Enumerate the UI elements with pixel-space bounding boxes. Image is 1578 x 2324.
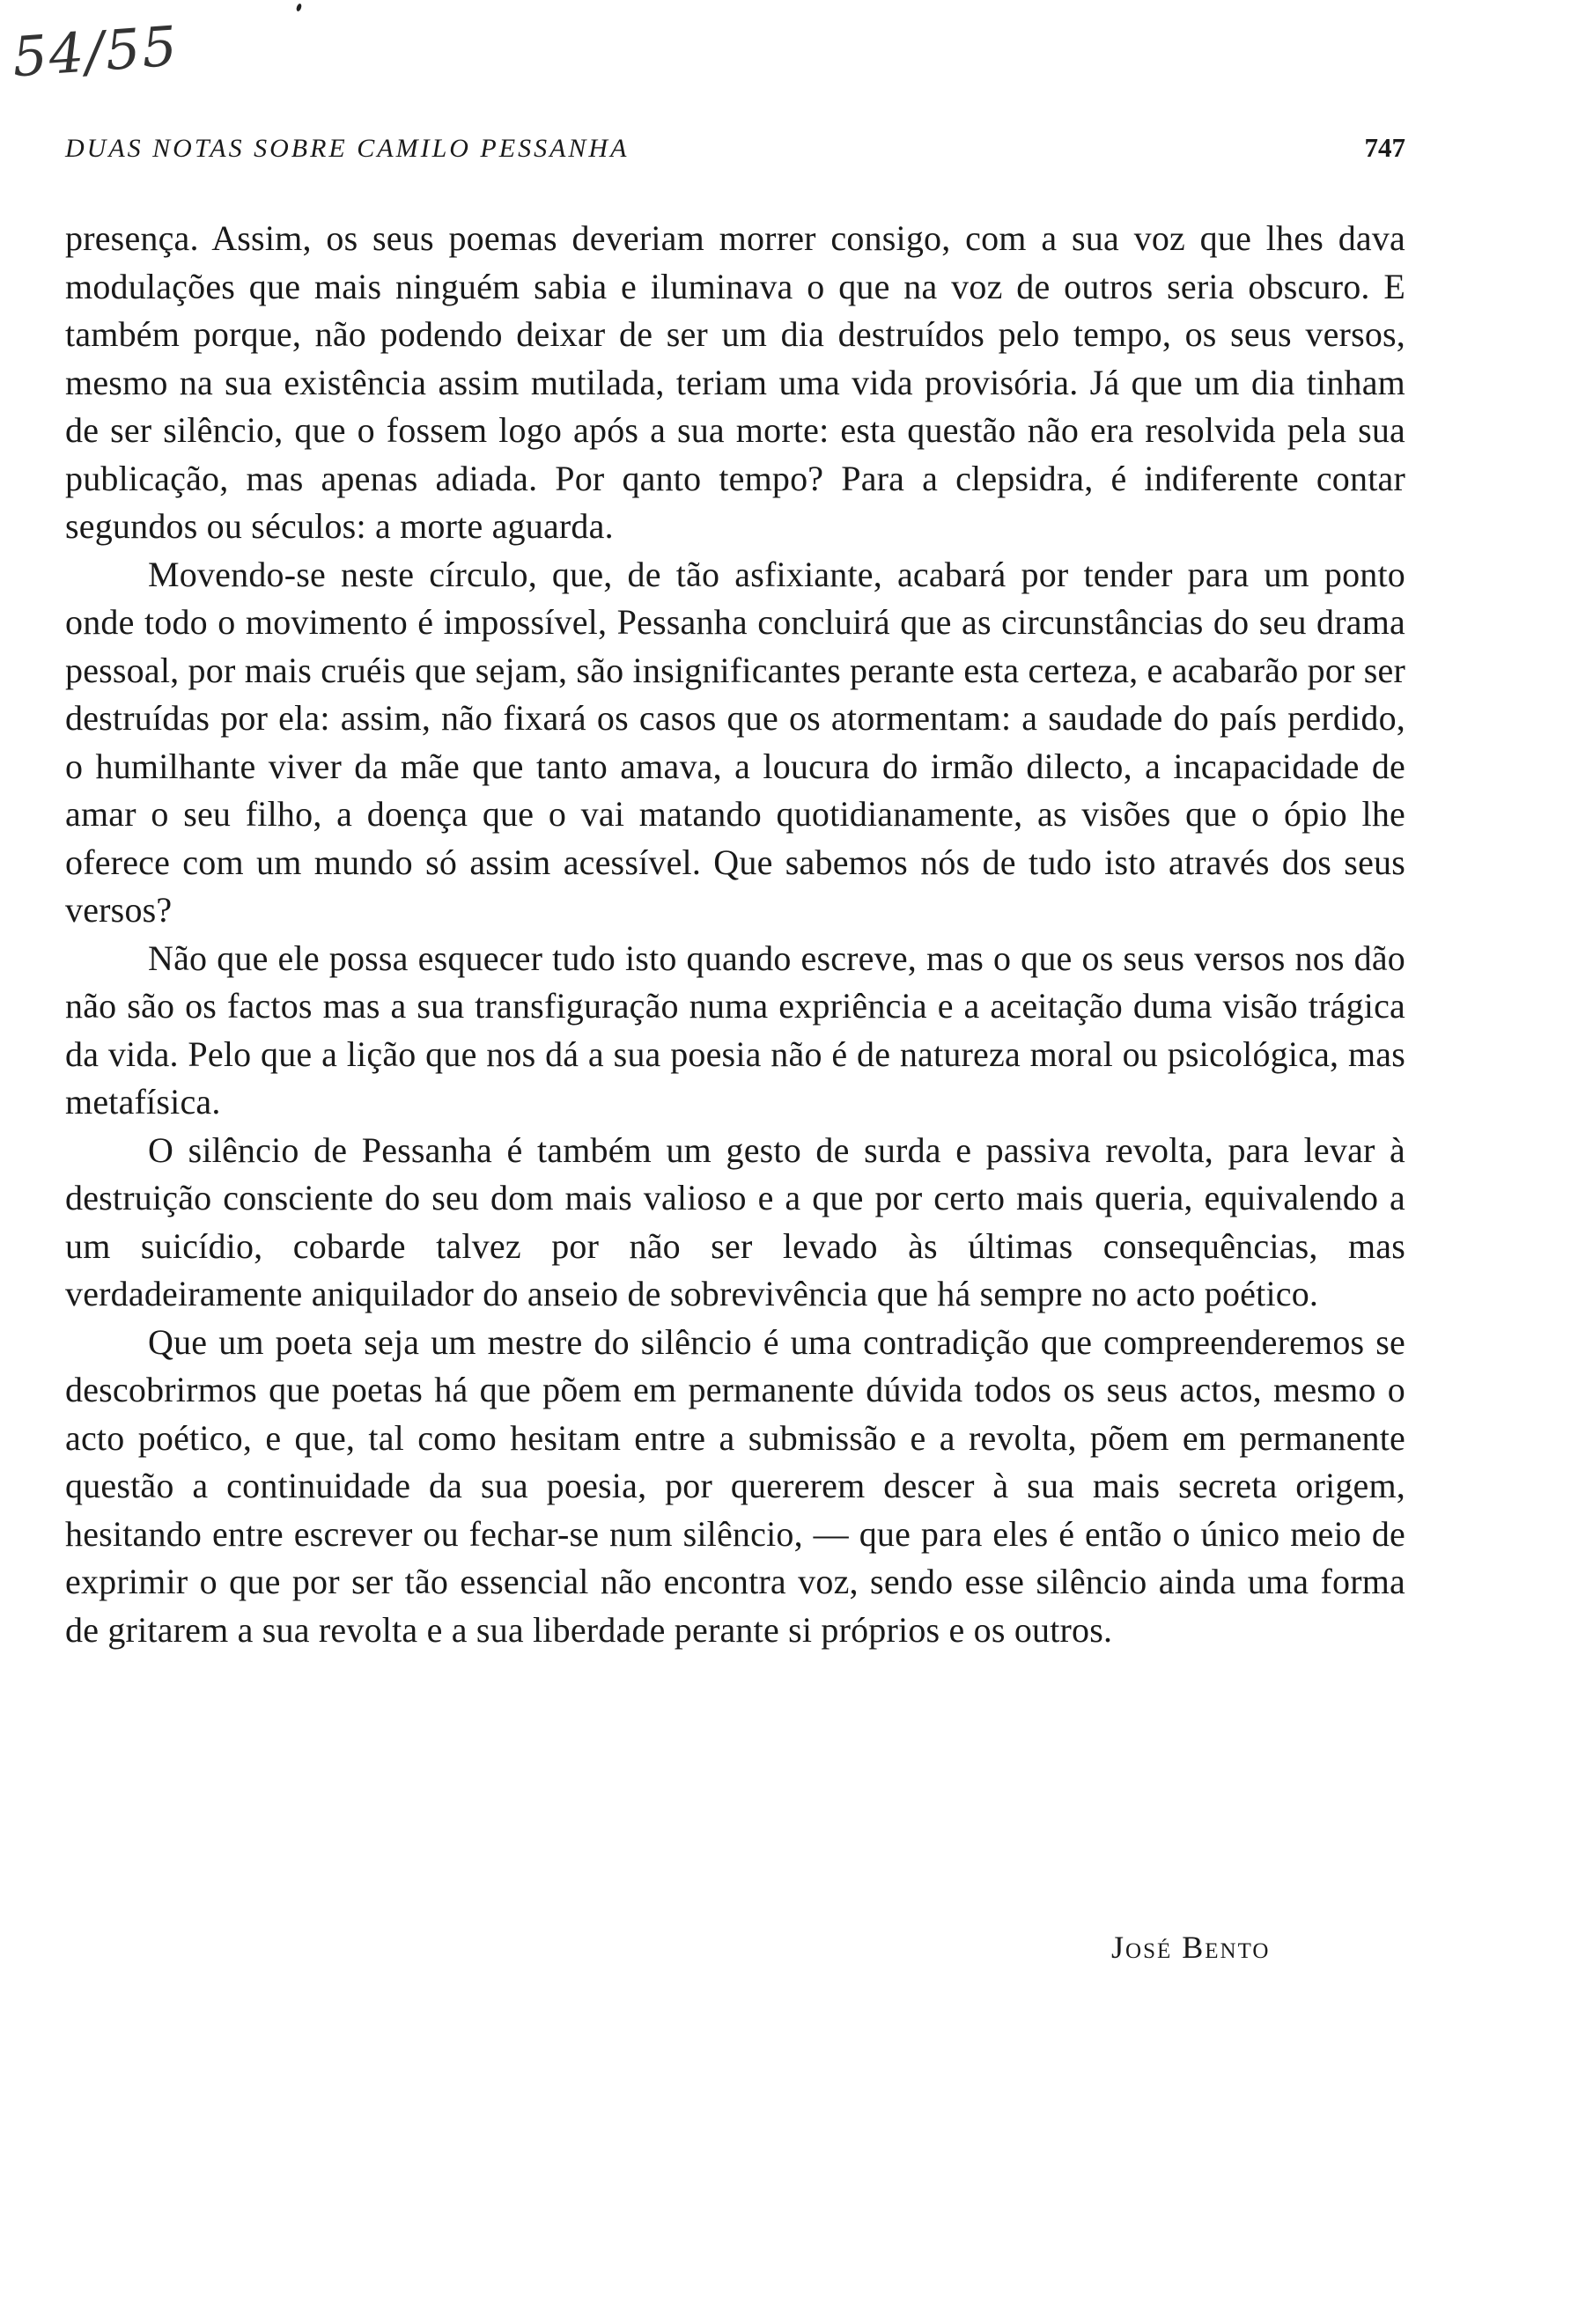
page-number: 747 bbox=[1364, 132, 1405, 163]
running-title: DUAS NOTAS SOBRE CAMILO PESSANHA bbox=[65, 134, 630, 163]
paragraph-5: Que um poeta seja um mestre do silêncio é uma contradição que compreenderemos se descobrirmos que poetas há que põem em permanente dúvida todos os seus actos, mesmo o acto poético, e que, tal como hesitam entre a submissão e a revolta, põem em permanente questão a continuidade da sua poesia, por quererem descer à sua mais secreta origem, hesitando entre escrever ou fechar-se num silêncio, — que para eles é então o único meio de exprimir o que por ser tão essencial não encontra voz, sendo esse silêncio ainda uma forma de gritarem a sua revolta e a sua liberdade perante si próprios e os outros. bbox=[65, 1321, 1405, 1650]
handwritten-annotation: 54/55 bbox=[10, 13, 181, 90]
paragraph-4: O silêncio de Pessanha é também um gesto de surda e passiva revolta, para levar à destruição consciente do seu dom mais valioso e a que por certo mais queria, equivalendo a um suicídio, cobarde talvez por não ser levado às últimas consequências, mas verdadeiramente aniquilador do anseio de sobrevivência que há sempre no acto poético. bbox=[65, 1129, 1405, 1313]
article-body bbox=[65, 215, 1405, 1654]
author-signature: José Bento bbox=[1111, 1930, 1271, 1965]
paragraph-1: presença. Assim, os seus poemas deveriam morrer consigo, com a sua voz que lhes dava modulações que mais ninguém sabia e iluminava o que na voz de outros seria obscuro. E também porque, não podendo deixar de ser um dia destruídos pelo tempo, os seus versos, mesmo na sua existência assim mutilada, teriam uma vida provisória. Já que um dia tinham de ser silêncio, que o fossem logo após a sua morte: esta questão não era resolvida pela sua publicação, mas apenas adiada. Por qanto tempo? Para a clepsidra, é indiferente contar segundos ou séculos: a morte aguarda. bbox=[65, 218, 1405, 546]
ink-speck bbox=[296, 3, 303, 11]
paragraph-2: Movendo-se neste círculo, que, de tão asfixiante, acabará por tender para um ponto onde todo o movimento é impossível, Pessanha concluirá que as circunstâncias do seu drama pessoal, por mais cruéis que sejam, são insignificantes perante esta certeza, e acabarão por ser destruídas por ela: assim, não fixará os casos que os atormentam: a saudade do país perdido, o humilhante viver da mãe que tanto amava, a loucura do irmão dilecto, a incapacidade de amar o seu filho, a doença que o vai matando quotidianamente, as visões que o ópio lhe oferece com um mundo só assim acessível. Que sabemos nós de tudo isto através dos seus versos? bbox=[65, 554, 1405, 930]
paragraph-3: Não que ele possa esquecer tudo isto quando escreve, mas o que os seus versos nos dão não são os factos mas a sua transfiguração numa expriência e a aceitação duma visão trágica da vida. Pelo que a lição que nos dá a sua poesia não é de natureza moral ou psicológica, mas metafísica. bbox=[65, 938, 1405, 1122]
page-header bbox=[65, 132, 1405, 164]
